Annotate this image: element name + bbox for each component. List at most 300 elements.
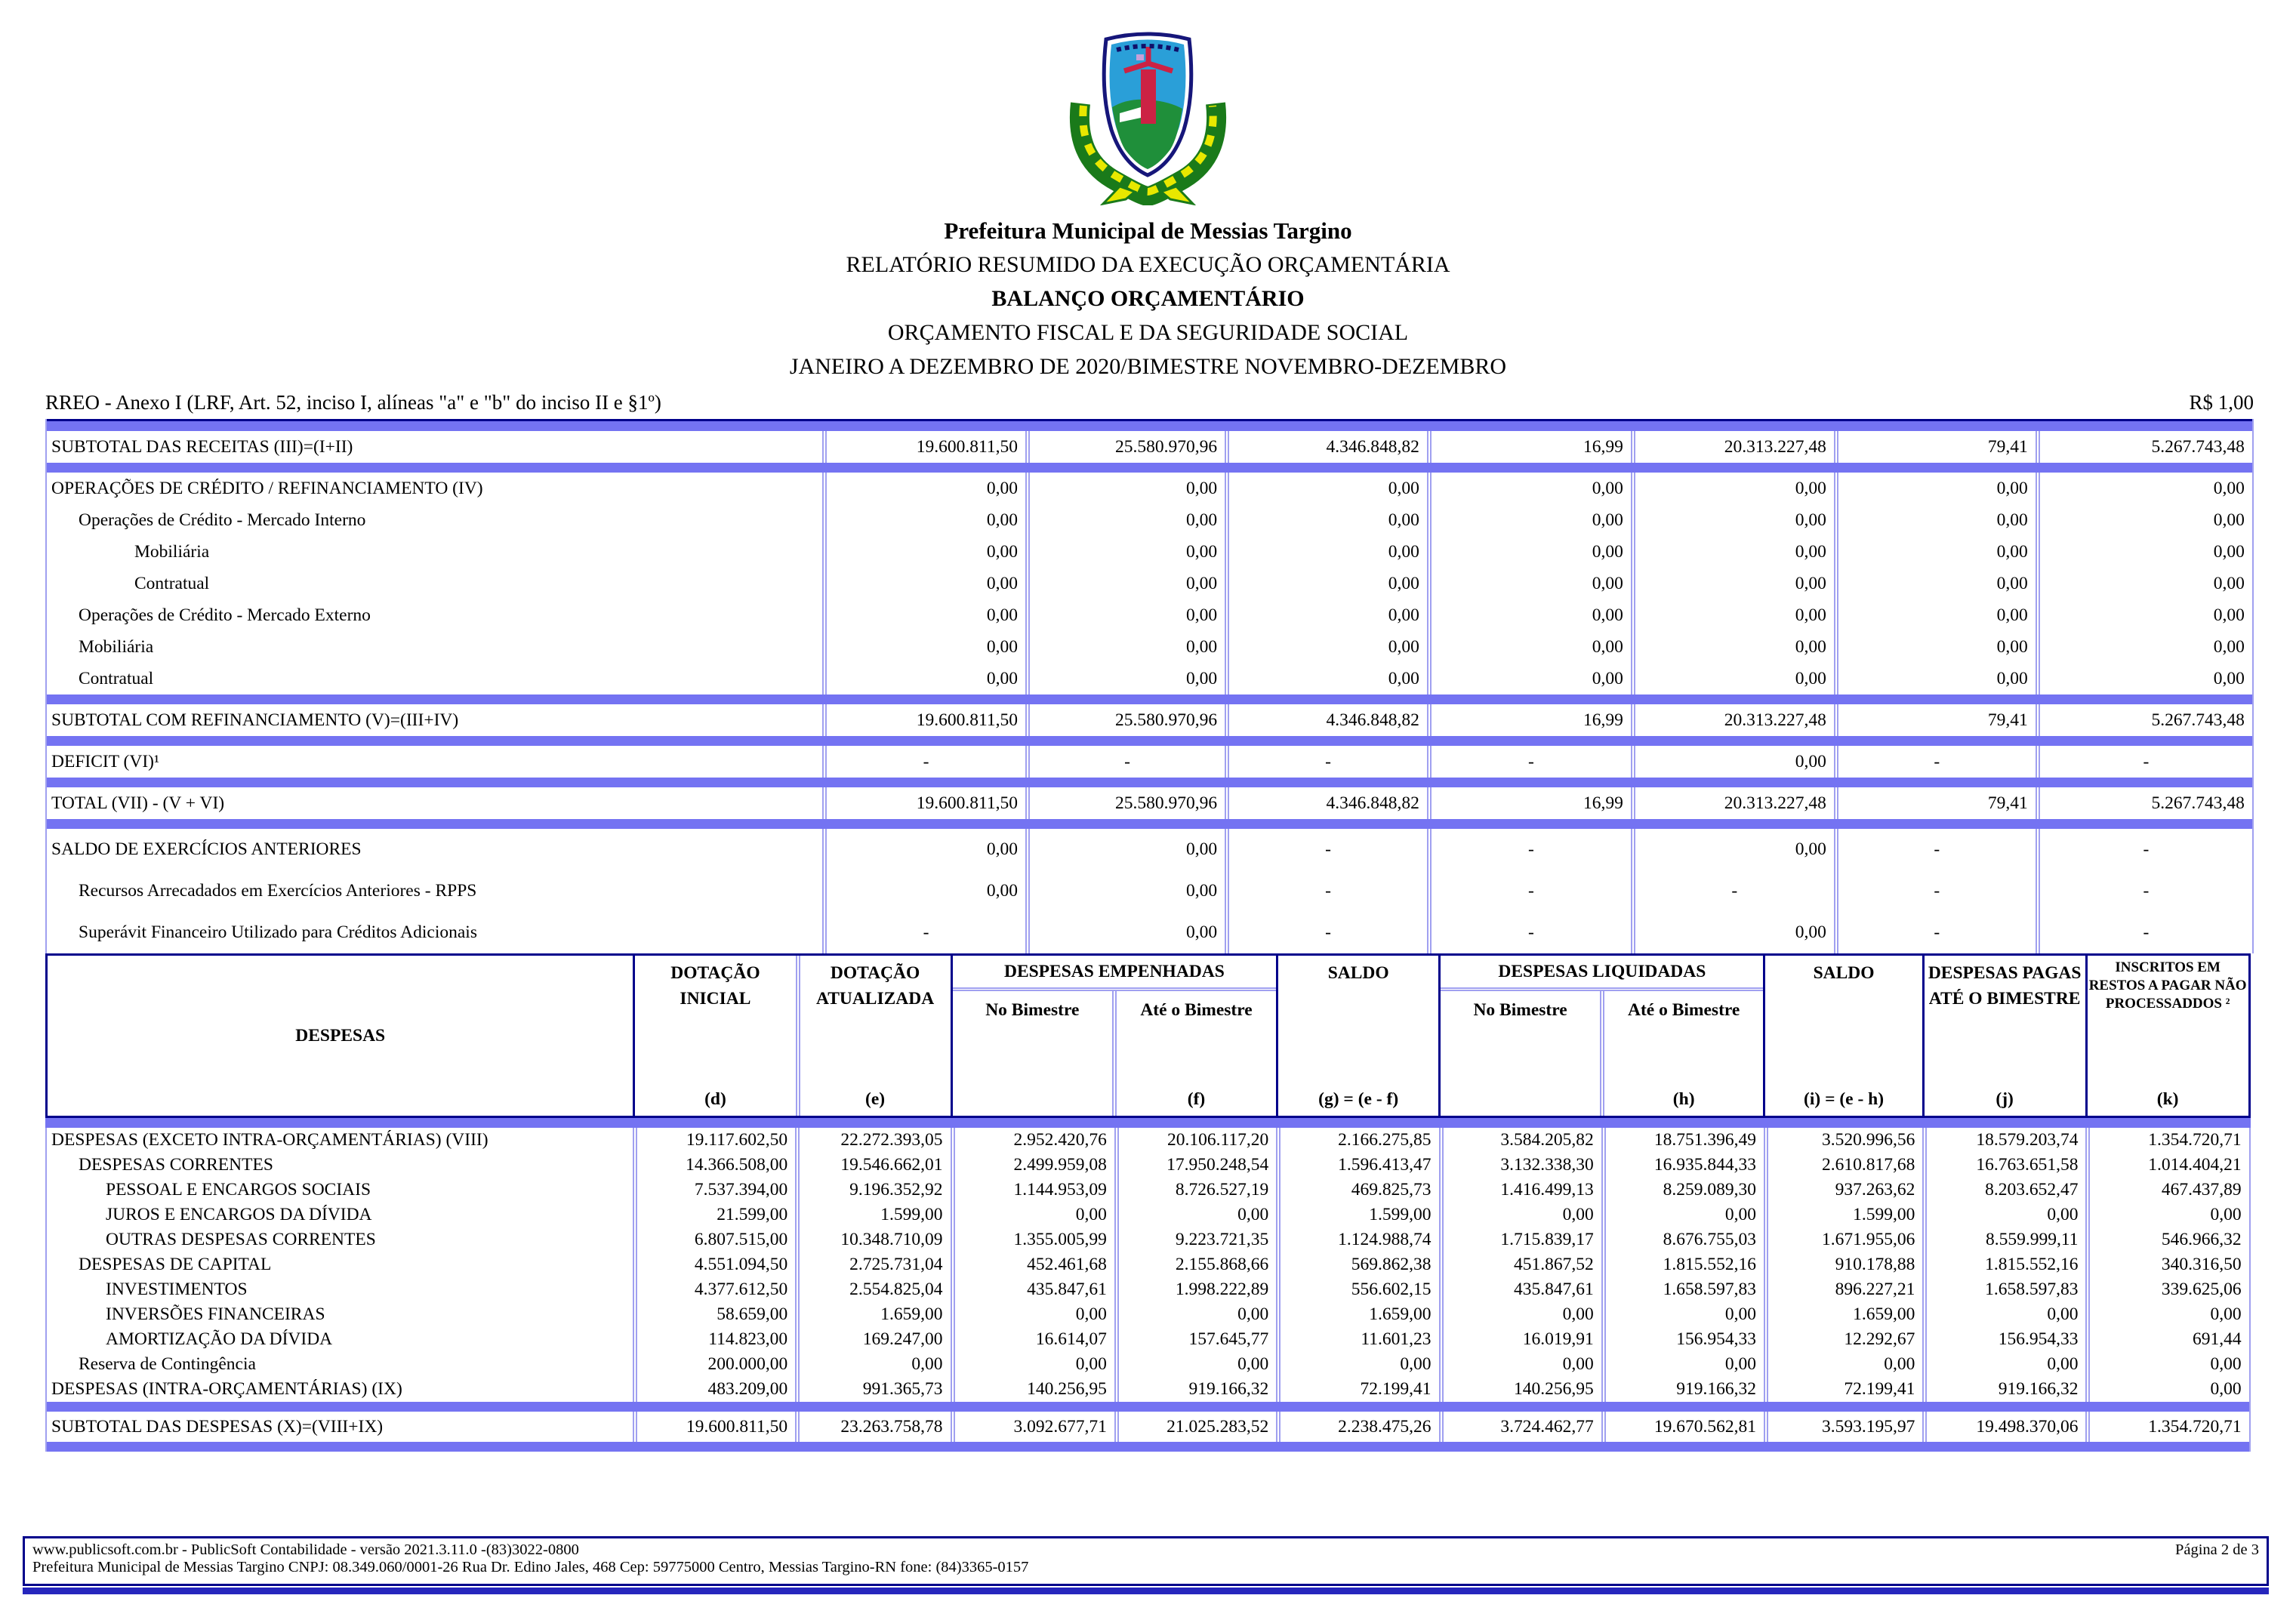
row-value: 0,00 <box>2085 1377 2248 1402</box>
row-value: - <box>1225 746 1427 778</box>
row-value: 11.601,23 <box>1276 1327 1438 1352</box>
row-value: 0,00 <box>1631 746 1834 778</box>
table-row <box>47 568 2252 599</box>
row-value: 5.267.743,48 <box>2036 787 2252 819</box>
subcol-label: Até o Bimestre <box>1628 1000 1740 1020</box>
row-value: 0,00 <box>822 504 1025 536</box>
row-label: Contratual <box>79 668 154 688</box>
table-row <box>47 473 2252 504</box>
row-value: 0,00 <box>1764 1352 1922 1377</box>
row-value: 0,00 <box>822 870 1025 912</box>
row-value: 0,00 <box>1025 663 1225 694</box>
subcol-no-bimestre <box>953 991 1112 1116</box>
row-value: 2.554.825,04 <box>795 1277 950 1302</box>
row-value: 0,00 <box>1225 473 1427 504</box>
footer-entity-info: Prefeitura Municipal de Messias Targino CNPJ: 08.349.060/0001-26 Rua Dr. Edino Jales, 468 Cep: 59775000 Centro, Messias Targino-RN fone: (84)3365-0157 <box>32 1559 1029 1575</box>
row-value: 1.014.404,21 <box>2085 1153 2248 1178</box>
row-value: 896.227,21 <box>1764 1277 1922 1302</box>
row-label: Operações de Crédito - Mercado Externo <box>79 605 371 625</box>
row-value: 3.520.996,56 <box>1764 1128 1922 1153</box>
row-value: 12.292,67 <box>1764 1327 1922 1352</box>
row-value: 3.584.205,82 <box>1439 1128 1601 1153</box>
col-header-label: DOTAÇÃO INICIAL <box>670 963 760 1009</box>
row-value: 156.954,33 <box>1601 1327 1764 1352</box>
row-value: 0,00 <box>1601 1352 1764 1377</box>
col-dotacao-atualizada <box>796 956 951 1116</box>
col-letter: (f) <box>1187 1089 1206 1109</box>
row-value: 8.676.755,03 <box>1601 1227 1764 1252</box>
row-value: 5.267.743,48 <box>2036 704 2252 736</box>
row-value: 9.223.721,35 <box>1114 1227 1276 1252</box>
scope-title: ORÇAMENTO FISCAL E DA SEGURIDADE SOCIAL <box>887 320 1409 345</box>
row-value: 2.155.868,66 <box>1114 1252 1276 1277</box>
row-value: 0,00 <box>1631 473 1834 504</box>
row-label: DEFICIT (VI)¹ <box>51 751 160 771</box>
row-value: 1.355.005,99 <box>951 1227 1114 1252</box>
row-value: 114.823,00 <box>633 1327 795 1352</box>
col-header-label: INSCRITOS EM RESTOS A PAGAR NÃO PROCESSADDOS ² <box>2088 959 2247 1012</box>
header-bottom-bar <box>45 1118 2251 1128</box>
row-value: 1.354.720,71 <box>2085 1412 2248 1442</box>
row-value: 19.546.662,01 <box>795 1153 950 1178</box>
col-saldo-g <box>1276 956 1438 1116</box>
row-value: 910.178,88 <box>1764 1252 1922 1277</box>
row-value: - <box>1225 829 1427 870</box>
table-row <box>47 1327 2249 1352</box>
row-value: 0,00 <box>1025 504 1225 536</box>
row-label: Recursos Arrecadados em Exercícios Anteriores - RPPS <box>79 881 477 901</box>
row-value: - <box>2036 870 2252 912</box>
row-value: 19.670.562,81 <box>1601 1412 1764 1442</box>
table-row <box>47 1412 2249 1442</box>
group-title: DESPESAS LIQUIDADAS <box>1441 956 1763 991</box>
row-value: 435.847,61 <box>1439 1277 1601 1302</box>
row-value: 0,00 <box>1225 536 1427 568</box>
row-value: 1.659,00 <box>795 1302 950 1327</box>
row-value: 3.593.195,97 <box>1764 1412 1922 1442</box>
row-value: 2.166.275,85 <box>1276 1128 1438 1153</box>
row-label: Superávit Financeiro Utilizado para Créditos Adicionais <box>79 922 477 942</box>
subcol-label: No Bimestre <box>985 1000 1080 1020</box>
table-row <box>47 912 2252 953</box>
subcol-ate-bimestre <box>1600 991 1764 1116</box>
row-label: DESPESAS DE CAPITAL <box>79 1255 272 1274</box>
row-value: 569.862,38 <box>1276 1252 1438 1277</box>
row-value: 2.725.731,04 <box>795 1252 950 1277</box>
row-value: 72.199,41 <box>1764 1377 1922 1402</box>
row-value: 16.019,91 <box>1439 1327 1601 1352</box>
row-value: 4.551.094,50 <box>633 1252 795 1277</box>
table-row <box>47 704 2252 736</box>
row-value: 0,00 <box>1834 568 2036 599</box>
table-row <box>47 787 2252 819</box>
row-value: 20.313.227,48 <box>1631 704 1834 736</box>
row-value: 0,00 <box>1225 631 1427 663</box>
row-value: 0,00 <box>1427 568 1631 599</box>
section-separator-bar <box>47 1402 2249 1412</box>
row-value: 1.596.413,47 <box>1276 1153 1438 1178</box>
row-value: 169.247,00 <box>795 1327 950 1352</box>
row-value: 6.807.515,00 <box>633 1227 795 1252</box>
row-value: 18.751.396,49 <box>1601 1128 1764 1153</box>
row-value: 157.645,77 <box>1114 1327 1276 1352</box>
row-value: 79,41 <box>1834 431 2036 463</box>
row-value: 919.166,32 <box>1601 1377 1764 1402</box>
row-value: 0,00 <box>1631 504 1834 536</box>
section-separator-bar <box>47 736 2252 746</box>
row-value: 20.313.227,48 <box>1631 787 1834 819</box>
table-row <box>47 504 2252 536</box>
row-value: 25.580.970,96 <box>1025 787 1225 819</box>
group-title: DESPESAS EMPENHADAS <box>953 956 1276 991</box>
row-value: 0,00 <box>1225 599 1427 631</box>
row-value: 8.259.089,30 <box>1601 1178 1764 1203</box>
table-row <box>47 431 2252 463</box>
row-value: 2.238.475,26 <box>1276 1412 1438 1442</box>
table-row <box>47 631 2252 663</box>
row-value: 8.559.999,11 <box>1922 1227 2085 1252</box>
row-value: 691,44 <box>2085 1327 2248 1352</box>
row-value: 339.625,06 <box>2085 1277 2248 1302</box>
row-value: 0,00 <box>1834 663 2036 694</box>
table-row <box>47 1128 2249 1153</box>
row-label: SUBTOTAL COM REFINANCIAMENTO (V)=(III+IV) <box>51 710 459 730</box>
row-value: 0,00 <box>1631 829 1834 870</box>
row-value: 0,00 <box>951 1352 1114 1377</box>
row-value: 5.267.743,48 <box>2036 431 2252 463</box>
row-value: 0,00 <box>1025 568 1225 599</box>
row-value: 0,00 <box>822 829 1025 870</box>
row-value: 25.580.970,96 <box>1025 704 1225 736</box>
footer-box <box>23 1536 2269 1586</box>
row-label: TOTAL (VII) - (V + VI) <box>51 793 225 813</box>
row-value: 0,00 <box>1631 912 1834 953</box>
row-value: 0,00 <box>1922 1203 2085 1227</box>
row-label: DESPESAS (EXCETO INTRA-ORÇAMENTÁRIAS) (VIII) <box>51 1130 488 1150</box>
row-value: 0,00 <box>1114 1203 1276 1227</box>
table-row <box>47 1203 2249 1227</box>
currency-note: R$ 1,00 <box>2189 391 2254 414</box>
row-value: 156.954,33 <box>1922 1327 2085 1352</box>
row-value: 0,00 <box>2036 568 2252 599</box>
row-value: 4.377.612,50 <box>633 1277 795 1302</box>
row-value: 79,41 <box>1834 704 2036 736</box>
row-value: 0,00 <box>1631 663 1834 694</box>
row-value: 0,00 <box>1025 631 1225 663</box>
row-value: - <box>1834 829 2036 870</box>
row-value: 9.196.352,92 <box>795 1178 950 1203</box>
row-value: 21.025.283,52 <box>1114 1412 1276 1442</box>
row-value: 19.600.811,50 <box>822 704 1025 736</box>
row-value: - <box>1225 912 1427 953</box>
row-value: 0,00 <box>1601 1203 1764 1227</box>
row-value: 0,00 <box>1922 1302 2085 1327</box>
row-value: 200.000,00 <box>633 1352 795 1377</box>
col-header-label: DOTAÇÃO ATUALIZADA <box>815 963 935 1009</box>
row-value: 435.847,61 <box>951 1277 1114 1302</box>
row-value: 1.998.222,89 <box>1114 1277 1276 1302</box>
row-label: DESPESAS CORRENTES <box>79 1155 273 1175</box>
row-value: 0,00 <box>1025 473 1225 504</box>
row-value: 20.106.117,20 <box>1114 1128 1276 1153</box>
row-value: 0,00 <box>1834 504 2036 536</box>
row-value: 0,00 <box>1025 599 1225 631</box>
row-value: 0,00 <box>2036 599 2252 631</box>
row-value: 14.366.508,00 <box>633 1153 795 1178</box>
row-value: 16.935.844,33 <box>1601 1153 1764 1178</box>
row-value: 79,41 <box>1834 787 2036 819</box>
table-row <box>47 663 2252 694</box>
row-value: 19.600.811,50 <box>822 787 1025 819</box>
col-header-label: SALDO <box>1327 963 1389 983</box>
row-value: 0,00 <box>2085 1203 2248 1227</box>
subcol-no-bimestre <box>1441 991 1600 1116</box>
row-value: 0,00 <box>1439 1352 1601 1377</box>
row-value: 2.952.420,76 <box>951 1128 1114 1153</box>
row-value: - <box>1427 746 1631 778</box>
table-row <box>47 599 2252 631</box>
row-value: 0,00 <box>1276 1352 1438 1377</box>
row-label: Contratual <box>134 573 210 593</box>
table-row <box>47 1352 2249 1377</box>
despesas-table-body <box>45 1128 2251 1452</box>
row-value: 0,00 <box>1834 473 2036 504</box>
receitas-table <box>45 419 2254 953</box>
row-value: - <box>1834 870 2036 912</box>
row-value: 1.658.597,83 <box>1601 1277 1764 1302</box>
section-separator-bar <box>47 463 2252 473</box>
row-value: 18.579.203,74 <box>1922 1128 2085 1153</box>
section-separator-bar <box>47 694 2252 704</box>
row-value: 469.825,73 <box>1276 1178 1438 1203</box>
row-label: OUTRAS DESPESAS CORRENTES <box>106 1230 376 1249</box>
row-value: - <box>1427 829 1631 870</box>
row-value: 4.346.848,82 <box>1225 787 1427 819</box>
row-value: 1.599,00 <box>795 1203 950 1227</box>
row-value: 0,00 <box>1439 1302 1601 1327</box>
row-value: 25.580.970,96 <box>1025 431 1225 463</box>
row-label: Mobiliária <box>134 541 210 562</box>
row-value: 1.599,00 <box>1764 1203 1922 1227</box>
row-value: 1.659,00 <box>1764 1302 1922 1327</box>
row-value: 1.671.955,06 <box>1764 1227 1922 1252</box>
row-value: 0,00 <box>1631 599 1834 631</box>
row-value: 0,00 <box>822 536 1025 568</box>
col-letter: (i) = (e - h) <box>1804 1089 1885 1109</box>
row-value: 1.715.839,17 <box>1439 1227 1601 1252</box>
row-value: - <box>2036 829 2252 870</box>
row-value: 1.144.953,09 <box>951 1178 1114 1203</box>
row-value: 0,00 <box>822 663 1025 694</box>
row-value: 0,00 <box>1834 536 2036 568</box>
row-value: - <box>2036 746 2252 778</box>
row-value: 0,00 <box>1114 1352 1276 1377</box>
row-value: 0,00 <box>1427 473 1631 504</box>
row-value: 0,00 <box>1427 536 1631 568</box>
row-value: 0,00 <box>822 568 1025 599</box>
row-value: 140.256,95 <box>951 1377 1114 1402</box>
table-row <box>47 1178 2249 1203</box>
row-value: 0,00 <box>822 473 1025 504</box>
row-value: - <box>1025 746 1225 778</box>
row-value: 16.763.651,58 <box>1922 1153 2085 1178</box>
table-top-bar <box>47 419 2252 431</box>
receitas-table-body <box>47 431 2252 953</box>
row-value: 0,00 <box>1834 599 2036 631</box>
col-letter <box>1441 1083 1600 1116</box>
col-letter: (j) <box>1996 1089 2014 1109</box>
row-value: 0,00 <box>795 1352 950 1377</box>
col-inscritos-restos <box>2085 956 2248 1116</box>
row-value: 19.600.811,50 <box>633 1412 795 1442</box>
row-value: 19.498.370,06 <box>1922 1412 2085 1442</box>
row-value: 1.815.552,16 <box>1922 1252 2085 1277</box>
row-value: 0,00 <box>822 599 1025 631</box>
row-label: Mobiliária <box>79 636 154 657</box>
row-value: 0,00 <box>1225 568 1427 599</box>
row-value: 4.346.848,82 <box>1225 431 1427 463</box>
report-titles <box>0 214 2296 383</box>
municipal-crest-icon <box>1067 24 1229 205</box>
row-label: SUBTOTAL DAS DESPESAS (X)=(VIII+IX) <box>51 1416 384 1437</box>
row-label: INVERSÕES FINANCEIRAS <box>106 1304 325 1324</box>
row-value: 919.166,32 <box>1922 1377 2085 1402</box>
row-value: 0,00 <box>1631 568 1834 599</box>
row-value: 7.537.394,00 <box>633 1178 795 1203</box>
row-value: 0,00 <box>1225 663 1427 694</box>
row-label: PESSOAL E ENCARGOS SOCIAIS <box>106 1180 371 1200</box>
row-value: - <box>2036 912 2252 953</box>
table-row <box>47 870 2252 912</box>
row-value: 0,00 <box>2036 473 2252 504</box>
col-letter: (k) <box>2156 1089 2179 1109</box>
row-value: 3.724.462,77 <box>1439 1412 1601 1442</box>
row-value: 16,99 <box>1427 431 1631 463</box>
row-value: 1.658.597,83 <box>1922 1277 2085 1302</box>
row-value: 140.256,95 <box>1439 1377 1601 1402</box>
row-value: 1.124.988,74 <box>1276 1227 1438 1252</box>
row-value: 0,00 <box>2036 504 2252 536</box>
col-header-label: SALDO <box>1813 963 1875 983</box>
section-separator-bar <box>47 778 2252 787</box>
row-value: 72.199,41 <box>1276 1377 1438 1402</box>
col-letter <box>953 1083 1112 1116</box>
crest-wrap <box>0 0 2296 209</box>
footer-bottom-bar <box>23 1588 2269 1594</box>
table-row <box>47 829 2252 870</box>
report-title: RELATÓRIO RESUMIDO DA EXECUÇÃO ORÇAMENTÁRIA <box>846 252 1450 277</box>
row-value: 0,00 <box>951 1302 1114 1327</box>
footer-page-number: Página 2 de 3 <box>2174 1541 2259 1558</box>
row-value: 1.659,00 <box>1276 1302 1438 1327</box>
row-value: 21.599,00 <box>633 1203 795 1227</box>
table-row <box>47 1227 2249 1252</box>
row-value: - <box>1631 870 1834 912</box>
row-value: 23.263.758,78 <box>795 1412 950 1442</box>
row-value: 0,00 <box>1114 1302 1276 1327</box>
row-value: 1.599,00 <box>1276 1203 1438 1227</box>
row-value: 3.092.677,71 <box>951 1412 1114 1442</box>
row-value: 0,00 <box>1439 1203 1601 1227</box>
row-value: - <box>1427 912 1631 953</box>
row-label: SUBTOTAL DAS RECEITAS (III)=(I+II) <box>51 436 353 457</box>
row-value: 937.263,62 <box>1764 1178 1922 1203</box>
row-value: 0,00 <box>1631 536 1834 568</box>
row-value: 2.610.817,68 <box>1764 1153 1922 1178</box>
row-value: 340.316,50 <box>2085 1252 2248 1277</box>
row-label: AMORTIZAÇÃO DA DÍVIDA <box>106 1329 333 1349</box>
row-value: 0,00 <box>2085 1352 2248 1377</box>
annex-row <box>45 391 2254 414</box>
row-value: 919.166,32 <box>1114 1377 1276 1402</box>
row-value: 10.348.710,09 <box>795 1227 950 1252</box>
row-value: 8.726.527,19 <box>1114 1178 1276 1203</box>
row-label: Operações de Crédito - Mercado Interno <box>79 510 366 530</box>
table-row <box>47 1252 2249 1277</box>
col-dotacao-inicial <box>633 956 795 1116</box>
footer-software-info: www.publicsoft.com.br - PublicSoft Contabilidade - versão 2021.3.11.0 -(83)3022-0800 <box>32 1541 579 1558</box>
despesas-header <box>45 953 2251 1118</box>
row-value: 4.346.848,82 <box>1225 704 1427 736</box>
row-value: 0,00 <box>1834 631 2036 663</box>
row-value: 0,00 <box>822 631 1025 663</box>
table-row <box>47 1302 2249 1327</box>
section-separator-bar <box>47 819 2252 829</box>
col-header-label: DESPESAS PAGAS ATÉ O BIMESTRE <box>1928 963 2082 1009</box>
row-value: 1.416.499,13 <box>1439 1178 1601 1203</box>
row-value: 0,00 <box>1427 631 1631 663</box>
row-value: 1.354.720,71 <box>2085 1128 2248 1153</box>
row-value: 546.966,32 <box>2085 1227 2248 1252</box>
row-value: 19.600.811,50 <box>822 431 1025 463</box>
row-value: 8.203.652,47 <box>1922 1178 2085 1203</box>
row-value: 16.614,07 <box>951 1327 1114 1352</box>
col-letter: (g) = (e - f) <box>1318 1089 1399 1109</box>
row-value: 22.272.393,05 <box>795 1128 950 1153</box>
row-value: 452.461,68 <box>951 1252 1114 1277</box>
row-value: - <box>1225 870 1427 912</box>
row-value: 451.867,52 <box>1439 1252 1601 1277</box>
row-value: 0,00 <box>2085 1302 2248 1327</box>
row-value: 0,00 <box>2036 536 2252 568</box>
row-value: - <box>1834 746 2036 778</box>
col-letter: (d) <box>704 1089 726 1109</box>
row-label: DESPESAS (INTRA-ORÇAMENTÁRIAS) (IX) <box>51 1379 402 1399</box>
subcol-label: No Bimestre <box>1473 1000 1567 1020</box>
row-value: 0,00 <box>1427 663 1631 694</box>
row-value: 0,00 <box>951 1203 1114 1227</box>
table-row <box>47 1277 2249 1302</box>
row-value: 0,00 <box>1025 912 1225 953</box>
row-value: 0,00 <box>1601 1302 1764 1327</box>
table-row <box>47 746 2252 778</box>
subcol-label: Até o Bimestre <box>1140 1000 1253 1020</box>
row-value: 0,00 <box>2036 631 2252 663</box>
balance-title: BALANÇO ORÇAMENTÁRIO <box>991 286 1305 311</box>
row-value: 0,00 <box>1631 631 1834 663</box>
row-value: - <box>1427 870 1631 912</box>
row-value: - <box>822 912 1025 953</box>
group-despesas-liquidadas <box>1438 956 1763 1116</box>
row-value: 991.365,73 <box>795 1377 950 1402</box>
row-value: 0,00 <box>1427 504 1631 536</box>
col-letter: (e) <box>865 1089 886 1109</box>
col-despesas-pagas <box>1922 956 2085 1116</box>
despesas-column-title: DESPESAS <box>295 1025 386 1046</box>
row-label: INVESTIMENTOS <box>106 1280 248 1299</box>
row-label: Reserva de Contingência <box>79 1354 256 1374</box>
row-label: OPERAÇÕES DE CRÉDITO / REFINANCIAMENTO (IV) <box>51 478 483 498</box>
